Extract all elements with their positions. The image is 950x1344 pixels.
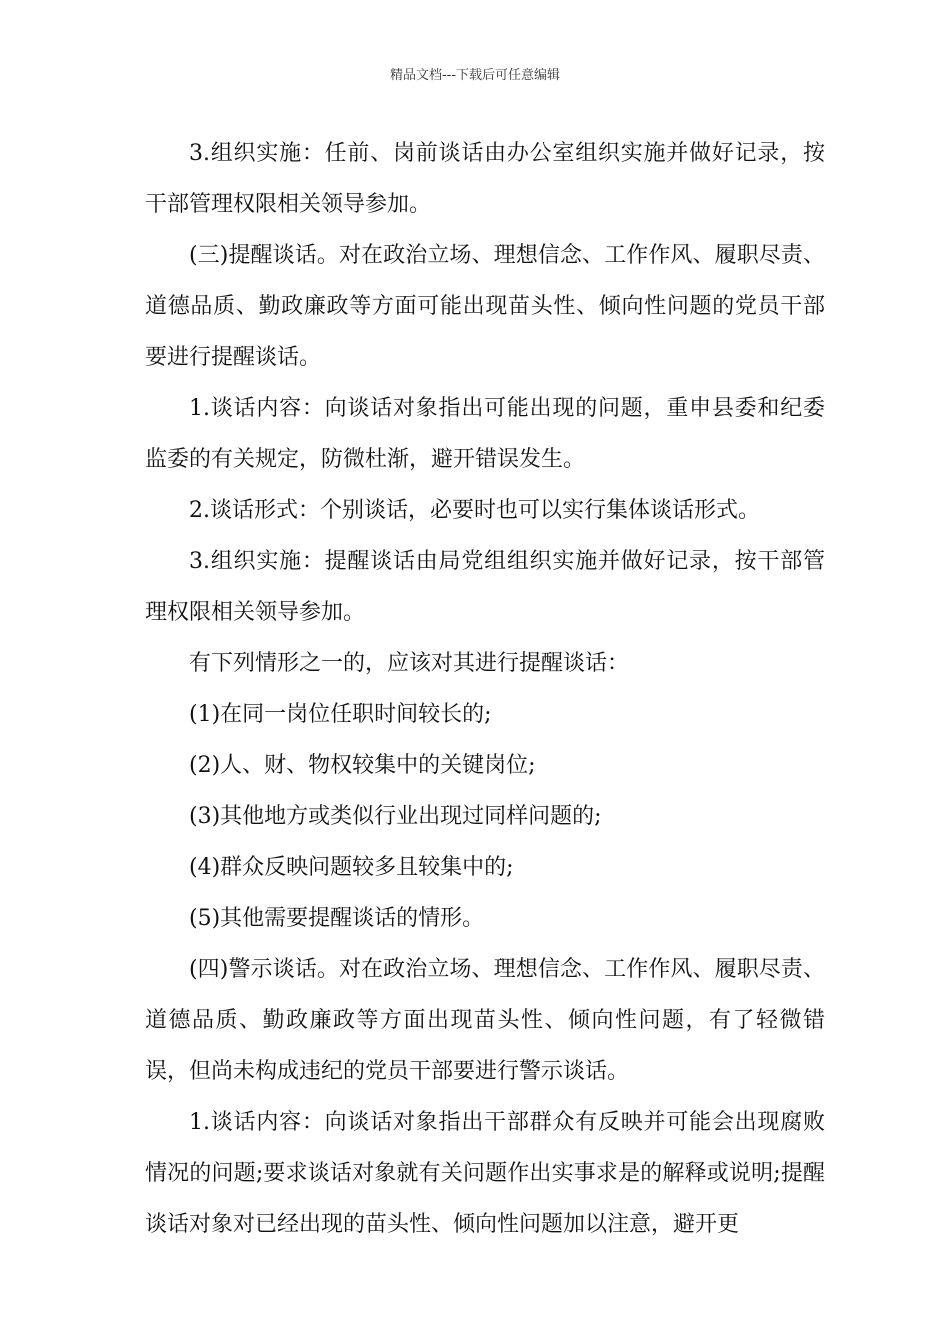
paragraph: 有下列情形之一的，应该对其进行提醒谈话： xyxy=(189,651,630,676)
paragraph: 3.组织实施：提醒谈话由局党组组织实施并做好记录，按干部管理权限相关领导参加。 xyxy=(145,549,825,625)
list-item: (2)人、财、物权较集中的关键岗位; xyxy=(189,753,536,778)
list-item: (3)其他地方或类似行业出现过同样问题的; xyxy=(189,804,602,829)
list-item: (1)在同一岗位任职时间较长的; xyxy=(189,702,492,727)
paragraph: 1.谈话内容：向谈话对象指出可能出现的问题，重申县委和纪委监委的有关规定，防微杜渐，避开错误发生。 xyxy=(145,396,825,472)
list-item: (5)其他需要提醒谈话的情形。 xyxy=(189,906,485,931)
paragraph: 1.谈话内容：向谈话对象指出干部群众有反映并可能会出现腐败情况的问题;要求谈话对象就有关问题作出实事求是的解释或说明;提醒谈话对象对已经出现的苗头性、倾向性问题加以注意，避开更 xyxy=(145,1110,825,1237)
paragraph: (三)提醒谈话。对在政治立场、理想信念、工作作风、履职尽责、道德品质、勤政廉政等方面可能出现苗头性、倾向性问题的党员干部要进行提醒谈话。 xyxy=(145,243,825,370)
document-body xyxy=(145,128,825,1250)
paragraph: 3.组织实施：任前、岗前谈话由办公室组织实施并做好记录，按干部管理权限相关领导参加。 xyxy=(145,141,825,217)
paragraph: 2.谈话形式：个别谈话，必要时也可以实行集体谈话形式。 xyxy=(189,498,760,523)
paragraph: (四)警示谈话。对在政治立场、理想信念、工作作风、履职尽责、道德品质、勤政廉政等方面出现苗头性、倾向性问题，有了轻微错误，但尚未构成违纪的党员干部要进行警示谈话。 xyxy=(145,957,825,1084)
page-header: 精品文档---下载后可任意编辑 xyxy=(389,68,561,83)
list-item: (4)群众反映问题较多且较集中的; xyxy=(189,855,514,880)
